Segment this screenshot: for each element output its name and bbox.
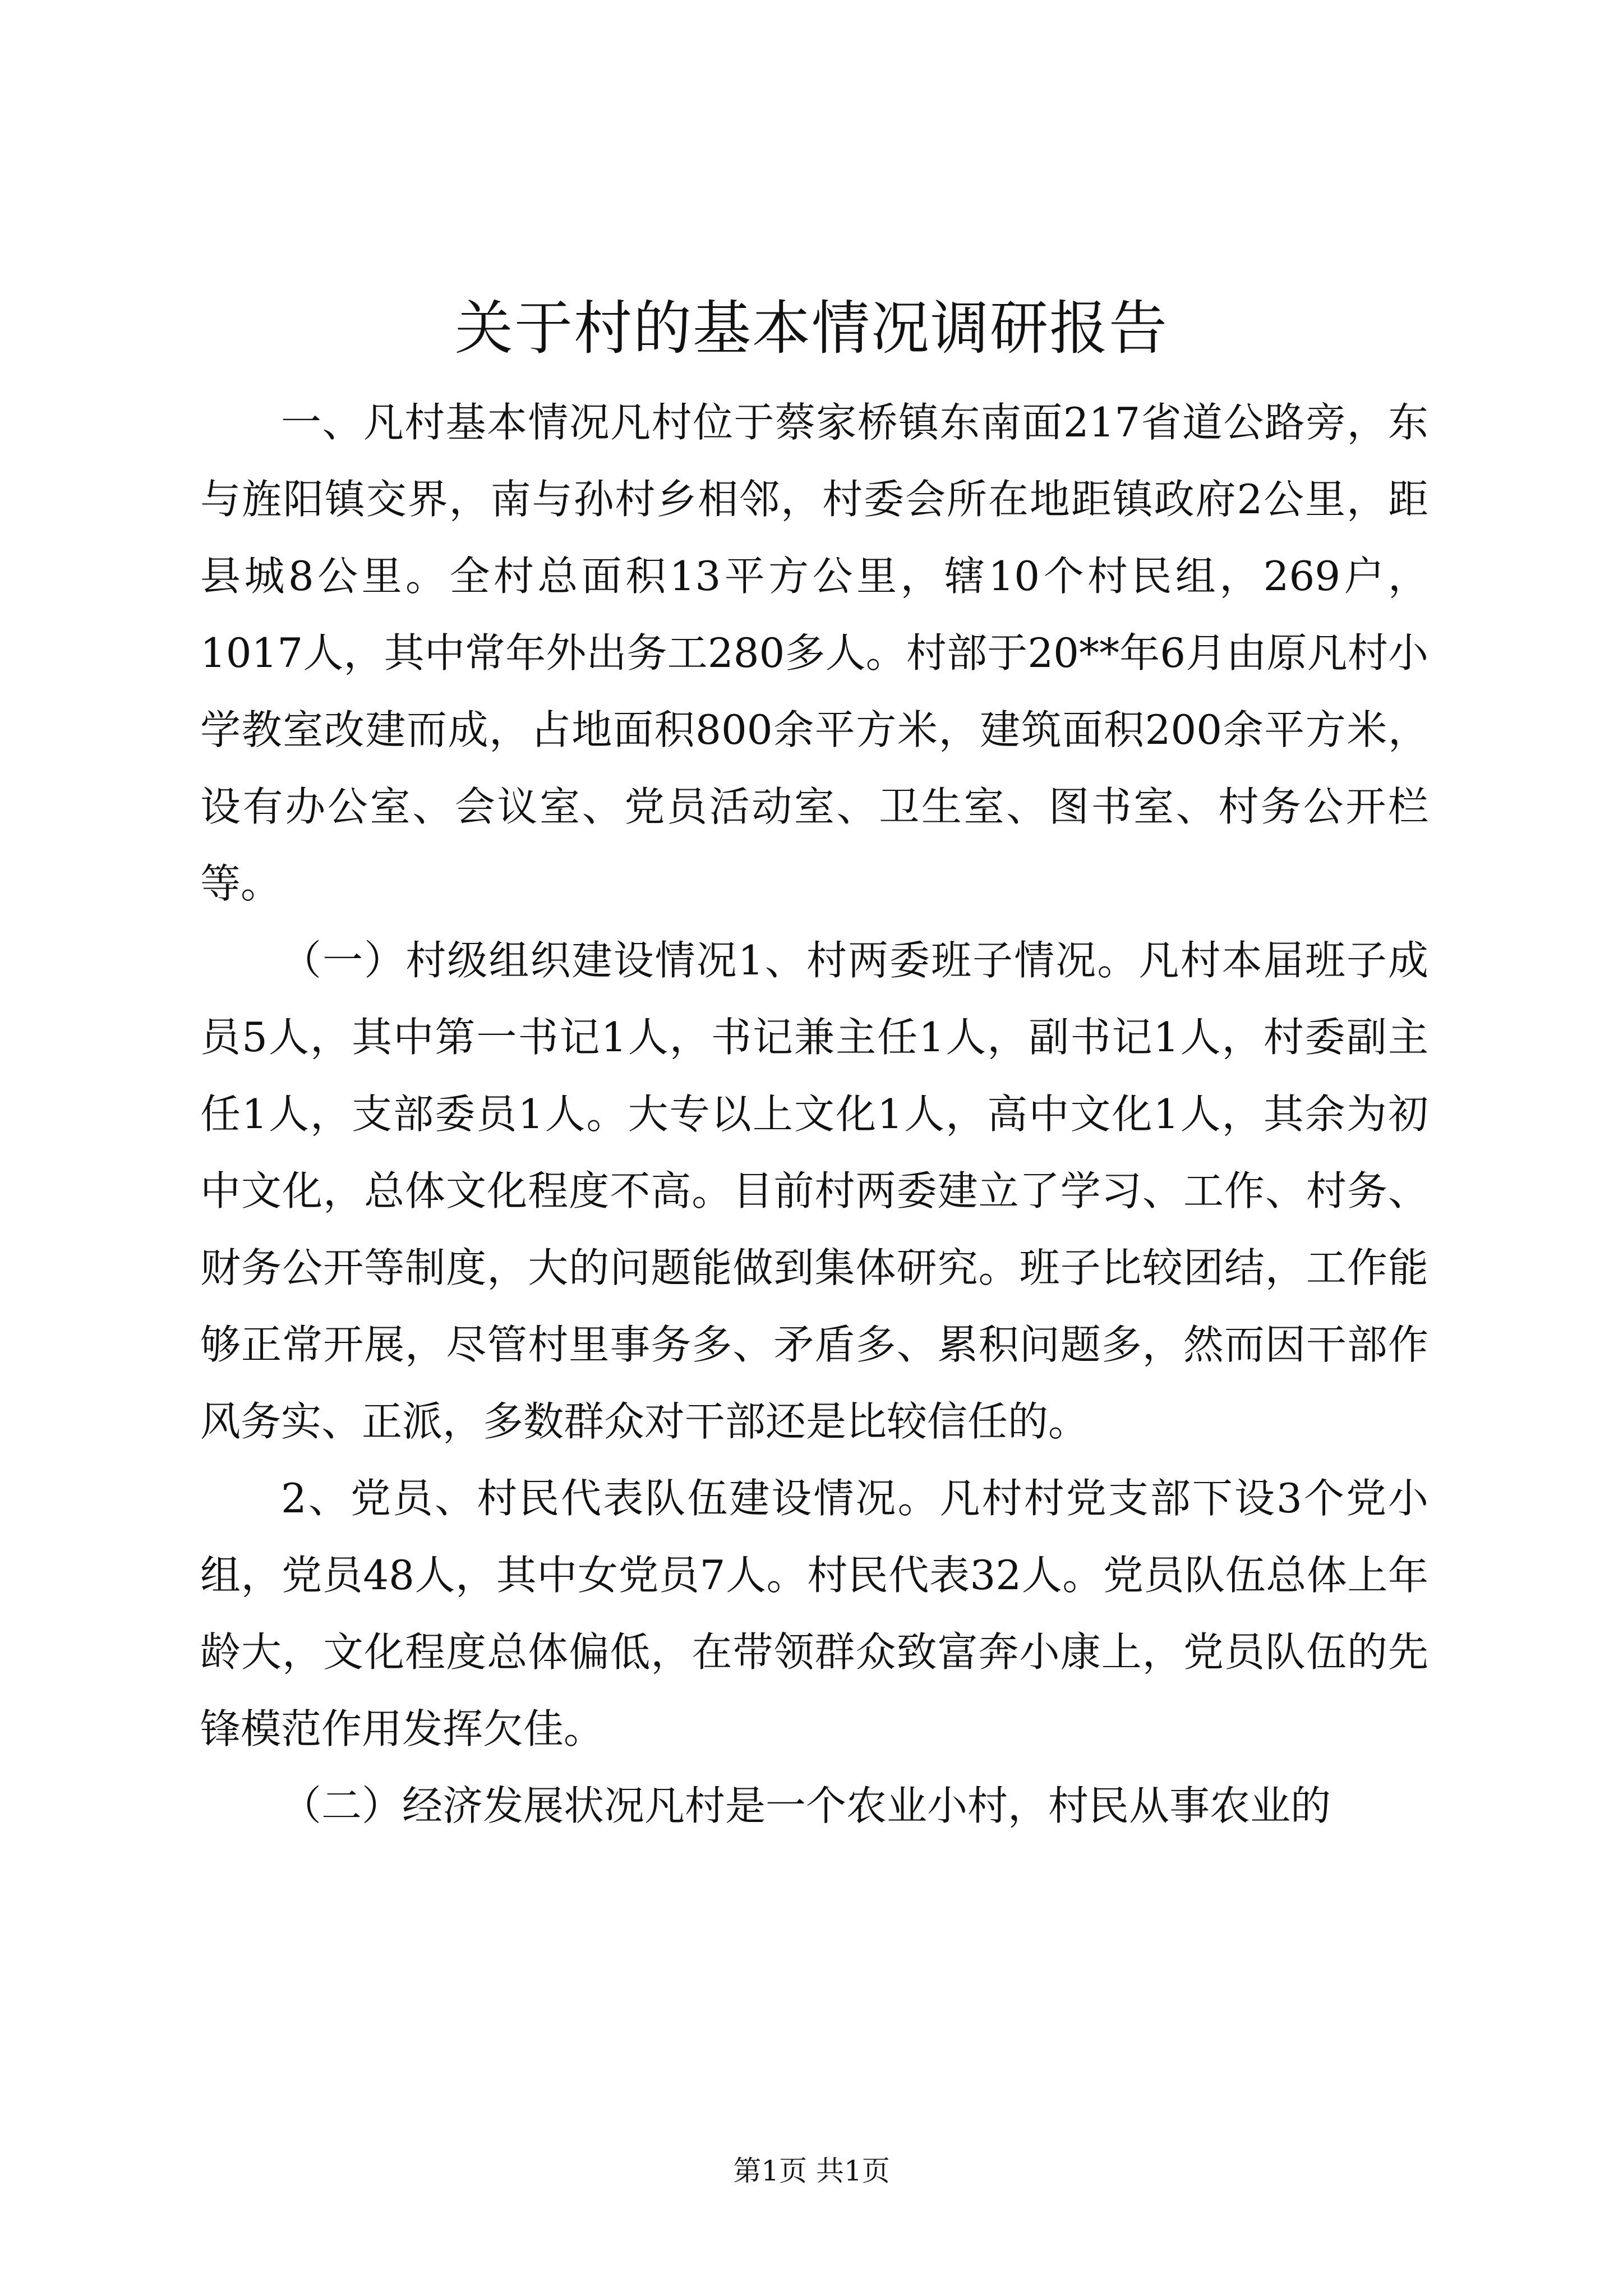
paragraph-party-members: 2、党员、村民代表队伍建设情况。凡村村党支部下设3个党小组，党员48人，其中女党员7人。村民代表32人。党员队伍总体上年龄大，文化程度总体偏低，在带领群众致富奔小康上，党员队伍的先锋模范作用发挥欠佳。 <box>200 1475 1428 1752</box>
paragraph-economy: （二）经济发展状况凡村是一个农业小村，村民从事农业的 <box>281 1782 1331 1829</box>
document-title: 关于村的基本情况调研报告 <box>454 294 1168 362</box>
paragraph-organization: （一）村级组织建设情况1、村两委班子情况。凡村本届班子成员5人，其中第一书记1人，书记兼主任1人，副书记1人，村委副主任1人，支部委员1人。大专以上文化1人，高中文化1人，其余为初中文化，总体文化程度不高。目前村两委建立了学习、工作、村务、财务公开等制度，大的问题能做到集体研究。班子比较团结，工作能够正常开展，尽管村里事务多、矛盾多、累积问题多，然而因干部作风务实、正派，多数群众对干部还是比较信任的。 <box>200 937 1428 1445</box>
page-footer: 第1页 共1页 <box>733 2155 890 2187</box>
document-body <box>200 384 1428 1844</box>
paragraph-basic-info: 一、凡村基本情况凡村位于蔡家桥镇东南面217省道公路旁，东与旌阳镇交界，南与孙村乡相邻，村委会所在地距镇政府2公里，距县城8公里。全村总面积13平方公里，辖10个村民组，269户，1017人，其中常年外出务工280多人。村部于20**年6月由原凡村小学教室改建而成，占地面积800余平方米，建筑面积200余平方米，设有办公室、会议室、党员活动室、卫生室、图书室、村务公开栏等。 <box>200 399 1428 907</box>
